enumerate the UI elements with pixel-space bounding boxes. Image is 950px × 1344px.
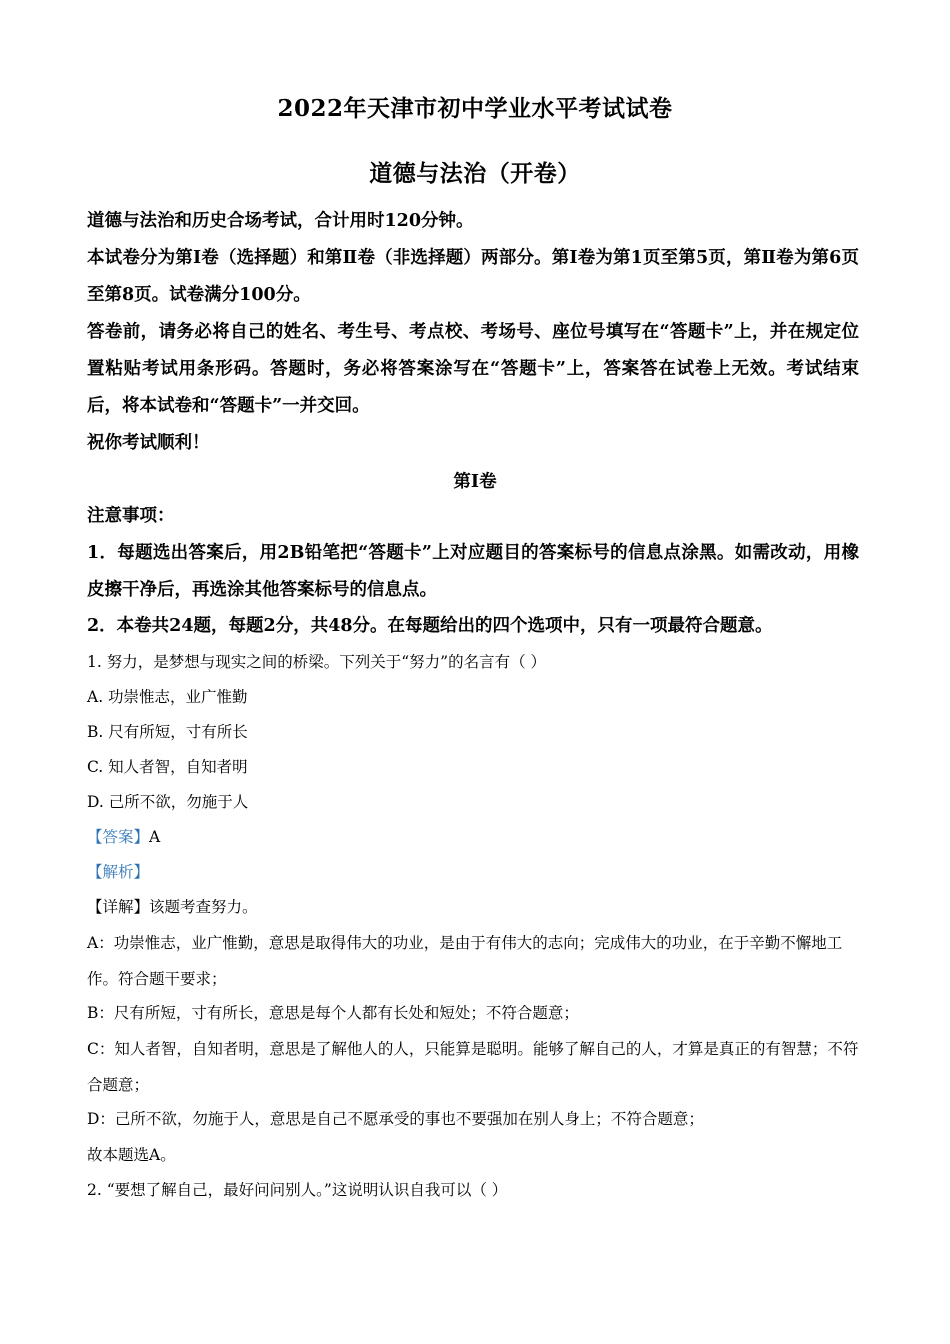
instruction-time: 道德与法治和历史合场考试，合计用时120分钟。 xyxy=(87,211,474,231)
note-item: 2．本卷共24题，每题2分，共48分。在每题给出的四个选项中，只有一项最符合题意。 xyxy=(87,616,773,636)
instruction-structure: 本试卷分为第Ⅰ卷（选择题）和第Ⅱ卷（非选择题）两部分。第Ⅰ卷为第1页至第5页，第Ⅱ卷为第6页至第8页。试卷满分100分。 xyxy=(87,248,859,305)
question-1-option-a: A. 功崇惟志，业广惟勤 xyxy=(87,688,248,706)
answer-tag: 【答案】 xyxy=(87,828,150,846)
explanation-d: D：己所不欲，勿施于人，意思是自己不愿承受的事也不要强加在别人身上；不符合题意； xyxy=(87,1110,704,1128)
explanation-b: B：尺有所短，寸有所长，意思是每个人都有长处和短处；不符合题意； xyxy=(87,1004,579,1022)
notes-label: 注意事项： xyxy=(87,506,175,526)
question-1-option-d: D. 己所不欲，勿施于人 xyxy=(87,793,249,811)
answer-line xyxy=(87,820,859,855)
explanation-c: C：知人者智，自知者明，意思是了解他人的人，只能算是聪明。能够了解自己的人，才算是真正的有智慧；不符合题意； xyxy=(87,1040,859,1094)
explanation-a: A：功崇惟志，业广惟勤，意思是取得伟大的功业，是由于有伟大的志向；完成伟大的功业，在于辛勤不懈地工作。符合题干要求； xyxy=(87,934,843,988)
question-1-option-c: C. 知人者智，自知者明 xyxy=(87,758,248,776)
detail-line: 【详解】该题考查努力。 xyxy=(87,898,258,916)
section-heading: 第Ⅰ卷 xyxy=(453,472,497,492)
conclusion-line: 故本题选A。 xyxy=(87,1146,176,1164)
exam-title: 2022年天津市初中学业水平考试试卷 xyxy=(277,95,673,122)
question-1-option-b: B. 尺有所短，寸有所长 xyxy=(87,723,248,741)
exam-subtitle: 道德与法治（开卷） xyxy=(369,160,581,187)
analysis-tag: 【解析】 xyxy=(87,863,150,881)
instruction-good-luck: 祝你考试顺利！ xyxy=(87,433,210,453)
question-2-stem: 2. “要想了解自己，最好问问别人。”这说明认识自我可以（ ） xyxy=(87,1181,508,1199)
question-1-stem: 1. 努力，是梦想与现实之间的桥梁。下列关于“努力”的名言有（ ） xyxy=(87,653,546,671)
note-item: 1．每题选出答案后，用2B铅笔把“答题卡”上对应题目的答案标号的信息点涂黑。如需改动，用橡皮擦干净后，再选涂其他答案标号的信息点。 xyxy=(87,543,859,600)
instruction-before-exam: 答卷前，请务必将自己的姓名、考生号、考点校、考场号、座位号填写在“答题卡”上，并在规定位置粘贴考试用条形码。答题时，务必将答案涂写在“答题卡”上，答案答在试卷上无效。考试结束后，将本试卷和“答题卡”一并交回。 xyxy=(87,322,859,416)
answer-value: A xyxy=(149,828,161,846)
